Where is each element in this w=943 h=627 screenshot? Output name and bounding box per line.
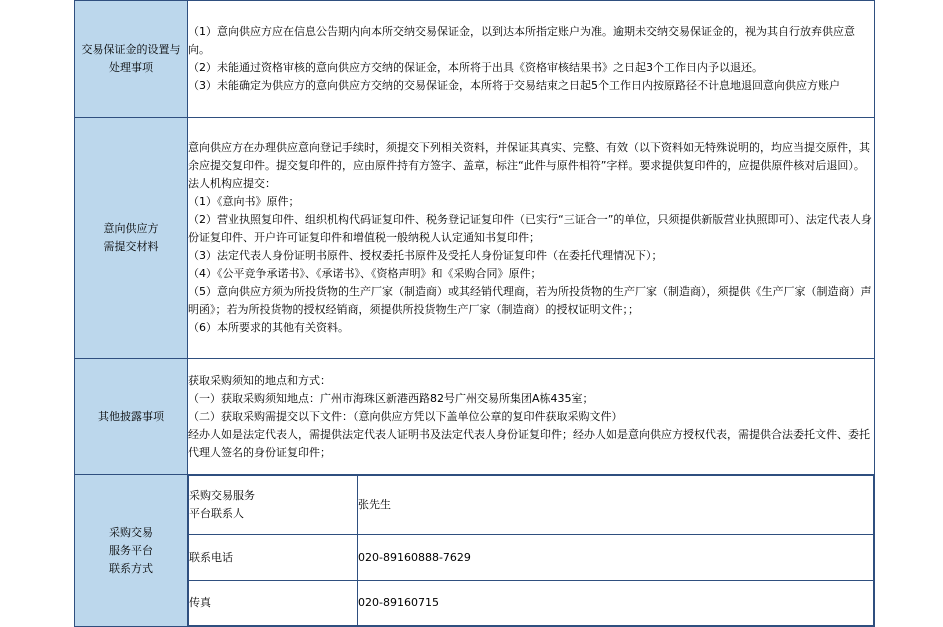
materials-item: （6）本所要求的其他有关资料。 <box>188 321 349 334</box>
materials-row <box>75 118 875 359</box>
materials-content <box>188 118 875 359</box>
contact-content <box>188 475 875 627</box>
materials-item: （4）《公平竞争承诺书》、《承诺书》、《资格声明》和《采购合同》原件； <box>188 267 542 280</box>
materials-label-line2: 需提交材料 <box>103 240 159 253</box>
contact-fax-row <box>189 581 874 626</box>
contact-row <box>75 475 875 627</box>
disclosure-content <box>188 359 875 475</box>
disclosure-row <box>75 359 875 475</box>
deposit-item: （1）意向供应方应在信息公告期内向本所交纳交易保证金，以到达本所指定账户为准。逾期未交纳交易保证金的，视为其自行放弃供应意向。 <box>188 25 855 56</box>
deposit-label-line1: 交易保证金的设置与 <box>81 43 181 56</box>
contact-person-value: 张先生 <box>358 476 874 535</box>
materials-item: （3）法定代表人身份证明书原件、授权委托书原件及受托人身份证复印件（在委托代理情况下）； <box>188 249 663 262</box>
disclosure-line: （一）获取采购须知地点：广州市海珠区新港西路82号广州交易所集团A栋435室； <box>188 391 594 405</box>
contact-phone-key: 联系电话 <box>189 535 358 581</box>
disclosure-label: 其他披露事项 <box>75 359 188 475</box>
materials-intro: 意向供应方在办理供应意向登记手续时，须提交下列相关资料，并保证其真实、完整、有效（以下资料如无特殊说明的，均应当提交原件，其余应提交复印件。提交复印件的，应由原件持有方签字、盖章，标注“此件与原件相符”字样。要求提供复印件的，应提供原件核对后退回）。 <box>188 141 870 172</box>
contact-label-line3: 联系方式 <box>109 561 153 575</box>
deposit-label-line2: 处理事项 <box>109 61 153 74</box>
contact-fax-key: 传真 <box>189 581 358 626</box>
contact-phone-row <box>189 535 874 581</box>
deposit-item: （2）未能通过资格审核的意向供应方交纳的保证金，本所将于出具《资格审核结果书》之日起3个工作日内予以退还。 <box>188 61 763 74</box>
disclosure-line: 获取采购须知的地点和方式： <box>188 373 331 387</box>
contact-person-key <box>189 476 358 535</box>
materials-label-line1: 意向供应方 <box>103 222 159 235</box>
contact-label <box>75 475 188 627</box>
contact-phone-value: 020-89160888-7629 <box>358 535 874 581</box>
materials-label <box>75 118 188 359</box>
materials-item: （2）营业执照复印件、组织机构代码证复印件、税务登记证复印件（已实行“三证合一”的单位，只须提供新版营业执照即可）、法定代表人身份证复印件、开户许可证复印件和增值税一般纳税人认定通知书复印件； <box>188 213 872 244</box>
materials-subhead: 法人机构应提交： <box>188 177 276 190</box>
disclosure-line: （二）获取采购需提交以下文件：（意向供应方凭以下盖单位公章的复印件获取采购文件） <box>188 409 623 423</box>
contact-person-key-line2: 平台联系人 <box>189 507 244 520</box>
materials-item: （5）意向供应方须为所投货物的生产厂家（制造商）或其经销代理商，若为所投货物的生产厂家（制造商），须提供《生产厂家（制造商）声明函》；若为所投货物的授权经销商，须提供所投货物生产厂家（制造商）的授权证明文件；； <box>188 285 872 316</box>
deposit-row <box>75 1 875 118</box>
deposit-label <box>75 1 188 118</box>
contact-table <box>188 475 874 626</box>
disclosure-line: 经办人如是法定代表人，需提供法定代表人证明书及法定代表人身份证复印件；经办人如是意向供应方授权代表，需提供合法委托文件、委托代理人签名的身份证复印件； <box>188 427 870 459</box>
contact-label-line2: 服务平台 <box>109 543 153 557</box>
contact-person-key-line1: 采购交易服务 <box>189 489 255 502</box>
deposit-item: （3）未能确定为供应方的意向供应方交纳的交易保证金，本所将于交易结束之日起5个工作日内按原路径不计息地退回意向供应方账户 <box>188 79 840 92</box>
materials-item: （1）《意向书》原件； <box>188 195 300 208</box>
info-table <box>74 0 875 627</box>
contact-fax-value: 020-89160715 <box>358 581 874 626</box>
deposit-content <box>188 1 875 118</box>
contact-person-row <box>189 476 874 535</box>
contact-label-line1: 采购交易 <box>109 525 153 539</box>
